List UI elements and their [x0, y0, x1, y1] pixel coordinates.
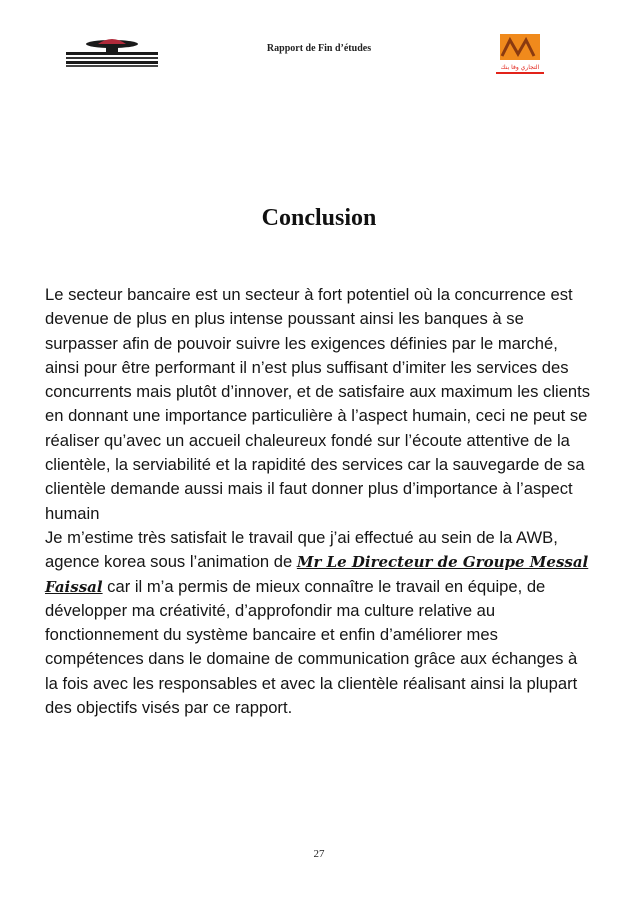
- paragraph-1: Le secteur bancaire est un secteur à fort potentiel où la concurrence est devenue de plus en plus intense poussant ainsi les banques à se surpasser afin de pouvoir suivre les exigences définies par le marché, ainsi pour être performant il n’est plus suffisant d’imiter les services des concurrents mais plutôt d’innover, et de satisfaire aux maximum les clients en donnant une importance particulière à l’aspect humain, ceci ne peut se réaliser qu’avec un accueil chaleureux fondé sur l’écoute attentive de la clientèle, la serviabilité et la rapidité des services car la sauvegarde de sa clientèle demande aussi mais il faut donner plus d’importance à l’aspect humain: [45, 285, 591, 523]
- paragraph-2-after: car il m’a permis de mieux connaître le travail en équipe, de développer ma créativité, d’approfondir ma culture relative au fonctionnement du système bancaire et enfin d’améliorer mes compétences dans le domaine de communication grâce aux échanges à la fois avec les responsables et avec la clientèle réalisant ainsi la plupart des objectifs visés par ce rapport.: [45, 576, 578, 718]
- bank-logo-icon: [490, 34, 550, 78]
- paragraph-2-before: Je m’estime très satisfait le travail que j’ai effectué au sein de la AWB, agence korea sous l’animation de: [45, 527, 558, 572]
- paragraph-2: [45, 526, 593, 720]
- header-title: Rapport de Fin d’études: [266, 43, 372, 54]
- page-number: 27: [313, 848, 325, 860]
- page-title: Conclusion: [261, 205, 377, 231]
- body-text: [45, 283, 593, 720]
- bank-logo-text: التجاري وفا بنك: [500, 64, 540, 71]
- director-name: Mr Le Directeur de Groupe Messal Faissal: [45, 553, 589, 596]
